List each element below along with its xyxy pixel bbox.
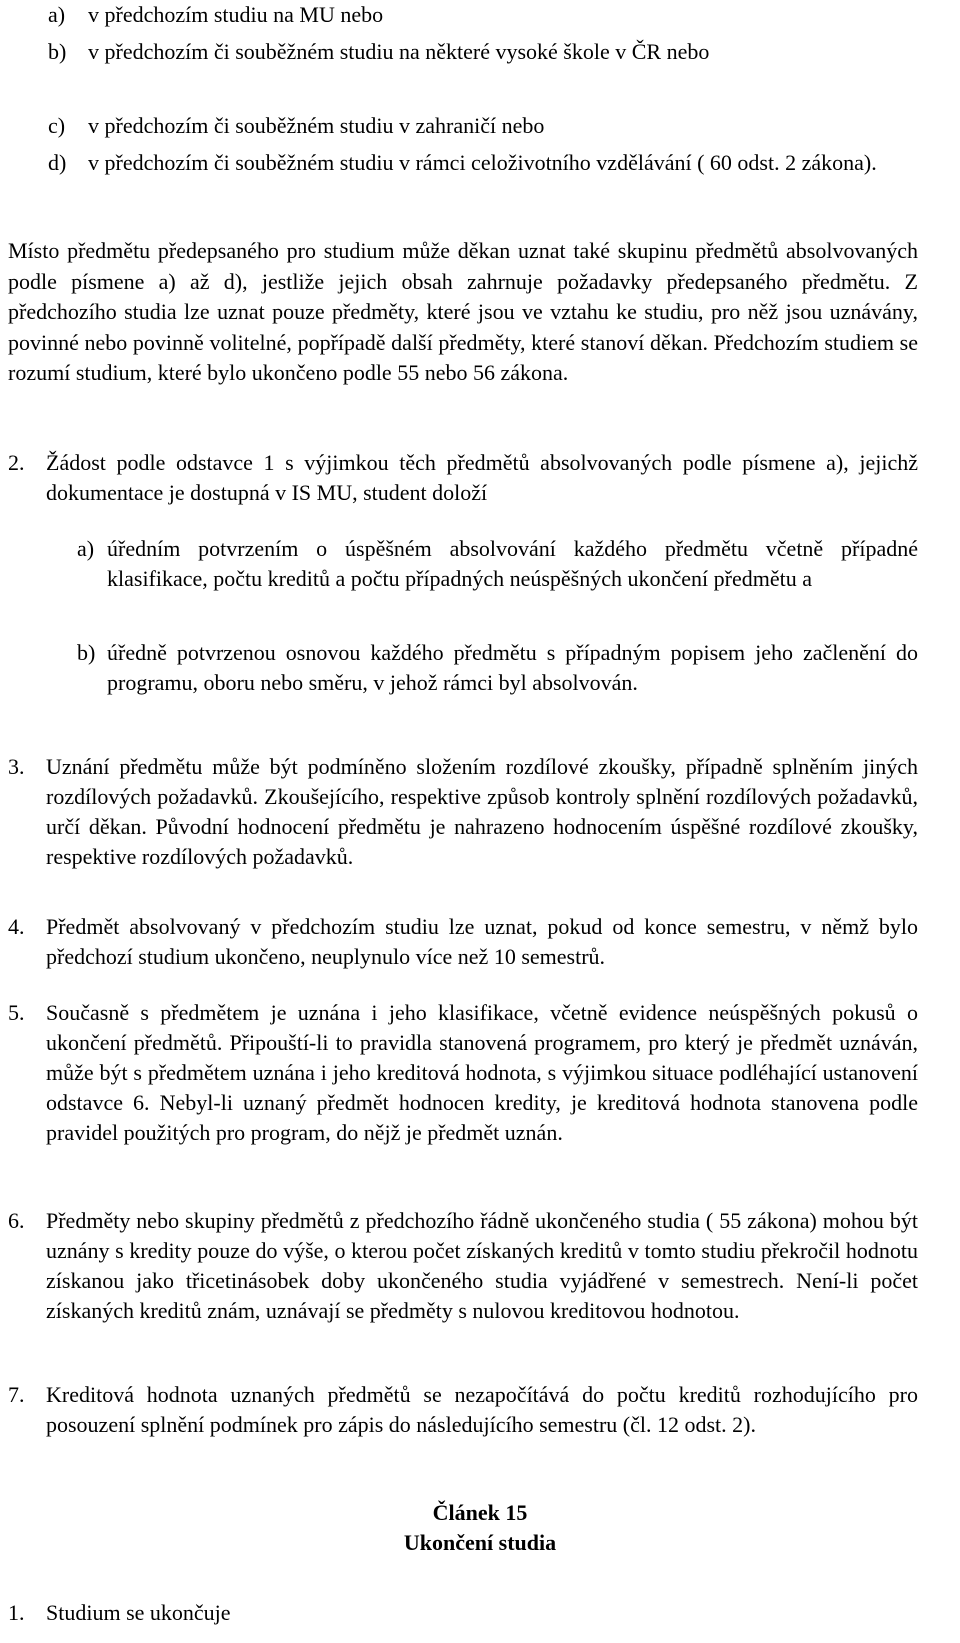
point-label: 6. (8, 1208, 25, 1233)
point-3 (8, 752, 918, 872)
point-text: Předměty nebo skupiny předmětů z předchozího řádně ukončeného studia ( 55 zákona) mohou být uznány s kredity pouze do výše, o kterou počet získaných kreditů v tomto studiu překročil hodnotu získanou jako třicetinásobek doby ukončeného studia vyjádřené v semestrech. Není-li počet získaných kreditů znám, uznávají se předměty s nulovou kreditovou hodnotou. (46, 1208, 918, 1323)
list-label: b) (77, 640, 96, 665)
list-text: v předchozím či souběžném studiu v zahraničí nebo (88, 113, 545, 138)
point-text: Kreditová hodnota uznaných předmětů se nezapočítává do počtu kreditů rozhodujícího pro posouzení splnění podmínek pro zápis do následujícího semestru (čl. 12 odst. 2). (46, 1382, 918, 1437)
list-text: v předchozím či souběžném studiu v rámci celoživotního vzdělávání ( 60 odst. 2 zákona). (88, 150, 877, 175)
list-label: a) (77, 536, 95, 561)
point-label: 2. (8, 450, 25, 475)
list-text: v předchozím studiu na MU nebo (88, 2, 384, 27)
point-label: 4. (8, 914, 25, 939)
list-text: úředním potvrzením o úspěšném absolvování každého předmětu včetně případné klasifikace, počtu kreditů a počtu případných neúspěšných ukončení předmětu a (107, 536, 918, 591)
list-label: c) (48, 113, 66, 138)
point-7 (8, 1380, 918, 1440)
paragraph: Místo předmětu předepsaného pro studium může děkan uznat také skupinu předmětů absolvovaných podle písmene a) až d), jestliže jejich obsah zahrnuje požadavky předepsaného předmětu. Z předchozího studia lze uznat pouze předměty, které jsou ve vztahu ke studiu, pro něž jsou uznávány, povinné nebo povinně volitelné, popřípadě další předměty, které stanoví děkan. Předchozím studiem se rozumí studium, které bylo ukončeno podle 55 nebo 56 zákona. (8, 238, 918, 385)
point-label: 3. (8, 754, 25, 779)
point-text: Žádost podle odstavce 1 s výjimkou těch předmětů absolvovaných podle písmene a), jejichž dokumentace je dostupná v IS MU, student doloží (46, 450, 918, 505)
article-title: Ukončení studia (403, 1530, 557, 1555)
point-text: Současně s předmětem je uznána i jeho klasifikace, včetně evidence neúspěšných pokusů o ukončení předmětů. Připouští-li to pravidla stanovená programem, pro který je předmět uznáván, může být s předmětem uznána i jeho kreditová hodnota, s výjimkou situace podléhající ustanovení odstavce 6. Nebyl-li uznaný předmět hodnocen kredity, je kreditová hodnota stanovena podle pravidel použitých pro program, do nějž je předmět uznán. (46, 1000, 918, 1145)
list-label: a) (48, 2, 66, 27)
point-5 (8, 998, 918, 1148)
list-item (48, 37, 920, 67)
list-text: úředně potvrzenou osnovou každého předmětu s případným popisem jeho začlenění do programu, oboru nebo směru, v jehož rámci byl absolvován. (107, 640, 918, 695)
point-2 (8, 448, 918, 508)
point-text: Uznání předmětu může být podmíněno složením rozdílové zkoušky, případně splněním jiných rozdílových požadavků. Zkoušejícího, respektive způsob kontroly splnění rozdílových požadavků, určí děkan. Původní hodnocení předmětu je nahrazeno hodnocením úspěšné rozdílové zkoušky, respektive rozdílových požadavků. (46, 754, 918, 869)
list-item (77, 534, 918, 594)
point-6 (8, 1206, 918, 1326)
point-4 (8, 912, 918, 972)
list-item (77, 638, 918, 698)
point-label: 7. (8, 1382, 25, 1407)
list-label: d) (48, 150, 67, 175)
list-label: b) (48, 39, 67, 64)
point-text: Předmět absolvovaný v předchozím studiu lze uznat, pokud od konce semestru, v němž bylo předchozí studium ukončeno, neuplynulo více než 10 semestrů. (46, 914, 918, 969)
list-item (48, 0, 920, 30)
list-item (48, 111, 920, 141)
point-label: 5. (8, 1000, 25, 1025)
point-label: 1. (8, 1600, 25, 1625)
article-number: Článek 15 (432, 1500, 528, 1525)
point-text: Studium se ukončuje (46, 1600, 231, 1625)
list-text: v předchozím či souběžném studiu na některé vysoké škole v ČR nebo (88, 39, 710, 64)
final-point (8, 1598, 918, 1628)
list-item (48, 148, 920, 178)
